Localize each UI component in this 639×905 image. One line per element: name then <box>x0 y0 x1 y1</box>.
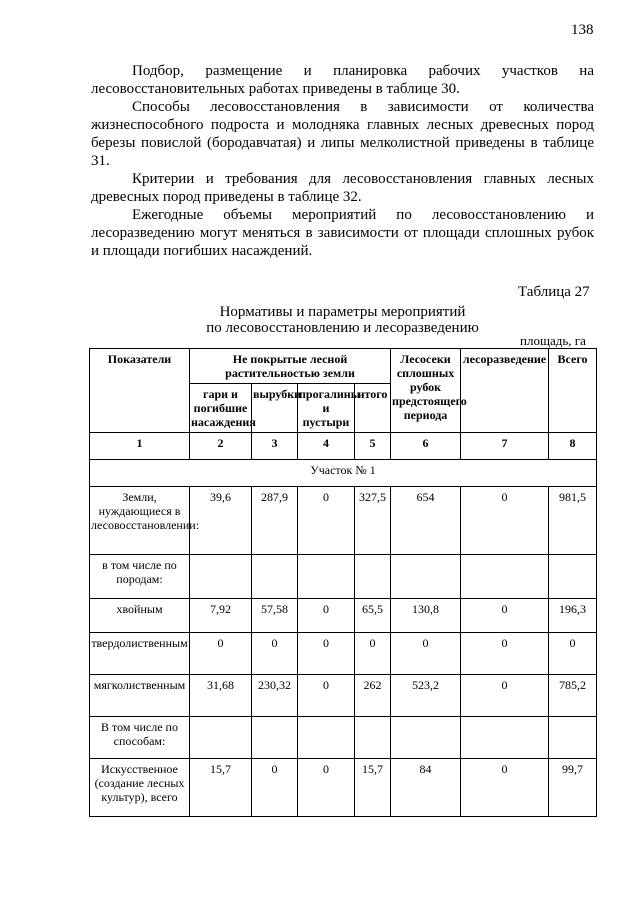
table-cell: 0 <box>549 633 597 675</box>
table-cell <box>549 717 597 759</box>
table-cell <box>391 555 461 599</box>
table-cell: 99,7 <box>549 759 597 817</box>
paragraph-3: Критерии и требования для лесовосстановления главных лесных древесных пород приведены в таблице 32. <box>91 171 594 205</box>
table-cell: 39,6 <box>190 487 252 555</box>
table-row <box>90 717 597 759</box>
section-label: Участок № 1 <box>90 460 597 487</box>
header-cuttings: вырубки <box>252 384 298 433</box>
table-row <box>90 759 597 817</box>
row-label: Искусственное (создание лесных культур), всего <box>90 759 190 817</box>
table-cell <box>355 717 391 759</box>
table-cell: 0 <box>298 759 355 817</box>
table-unit: площадь, га <box>520 333 586 348</box>
header-glades: прогалины и пустыри <box>298 384 355 433</box>
column-number: 7 <box>461 433 549 460</box>
column-number: 1 <box>90 433 190 460</box>
table-cell <box>391 717 461 759</box>
table-cell: 654 <box>391 487 461 555</box>
column-number: 5 <box>355 433 391 460</box>
header-burned: гари и погибшие насаждения <box>190 384 252 433</box>
table-cell: 0 <box>252 759 298 817</box>
table-cell <box>461 555 549 599</box>
table-cell <box>190 555 252 599</box>
section-row <box>90 460 597 487</box>
page-number: 138 <box>571 22 594 38</box>
row-label: твердолиственным <box>90 633 190 675</box>
header-total: Всего <box>549 349 597 433</box>
table-cell: 196,3 <box>549 599 597 633</box>
table-cell: 57,58 <box>252 599 298 633</box>
column-number: 4 <box>298 433 355 460</box>
table-cell: 7,92 <box>190 599 252 633</box>
table-cell: 0 <box>391 633 461 675</box>
table-title-line-1: Нормативы и параметры мероприятий <box>219 304 466 320</box>
table-cell: 130,8 <box>391 599 461 633</box>
column-number: 6 <box>391 433 461 460</box>
norms-table <box>89 348 597 817</box>
table-cell: 0 <box>298 675 355 717</box>
column-number-row <box>90 433 597 460</box>
table-cell: 287,9 <box>252 487 298 555</box>
table-cell: 0 <box>461 633 549 675</box>
row-label: Земли, нуждающиеся в лесовосстановлении: <box>90 487 190 555</box>
table-cell <box>298 717 355 759</box>
column-number: 8 <box>549 433 597 460</box>
table-cell: 0 <box>461 599 549 633</box>
table-cell: 0 <box>190 633 252 675</box>
table-cell: 15,7 <box>355 759 391 817</box>
table-cell <box>190 717 252 759</box>
table-cell <box>461 717 549 759</box>
table-cell <box>252 717 298 759</box>
column-number: 3 <box>252 433 298 460</box>
table-cell: 785,2 <box>549 675 597 717</box>
table-cell: 981,5 <box>549 487 597 555</box>
table-cell: 0 <box>298 633 355 675</box>
table-cell: 0 <box>461 487 549 555</box>
table-cell: 15,7 <box>190 759 252 817</box>
table-cell: 523,2 <box>391 675 461 717</box>
table-cell <box>549 555 597 599</box>
table-cell: 230,32 <box>252 675 298 717</box>
header-total-sub: итого <box>355 384 391 433</box>
row-label: В том числе по способам: <box>90 717 190 759</box>
table-row <box>90 487 597 555</box>
paragraph-1: Подбор, размещение и планировка рабочих участков на лесовосстановительных работах приведены в таблице 30. <box>91 63 594 97</box>
header-clearcut: Лесосеки сплошных рубок предстоящего периода <box>391 349 461 433</box>
table-row <box>90 633 597 675</box>
header-indicators: Показатели <box>90 349 190 433</box>
table-cell: 0 <box>461 675 549 717</box>
table-cell: 0 <box>461 759 549 817</box>
table-cell: 0 <box>298 599 355 633</box>
row-label: в том числе по породам: <box>90 555 190 599</box>
header-afforestation: лесоразведение <box>461 349 549 433</box>
table-cell: 327,5 <box>355 487 391 555</box>
column-number: 2 <box>190 433 252 460</box>
table-cell <box>252 555 298 599</box>
header-not-covered: Не покрытые лесной растительностью земли <box>190 349 391 384</box>
row-label: хвойным <box>90 599 190 633</box>
table-cell: 84 <box>391 759 461 817</box>
table-title-line-2: по лесовосстановлению и лесоразведению <box>206 320 479 336</box>
table-row <box>90 599 597 633</box>
table-row <box>90 555 597 599</box>
table-cell: 65,5 <box>355 599 391 633</box>
table-cell <box>355 555 391 599</box>
table-cell: 31,68 <box>190 675 252 717</box>
paragraph-2: Способы лесовосстановления в зависимости от количества жизнеспособного подроста и молодняка главных лесных древесных пород березы повислой (бородавчатая) и липы мелколистной приведены в таблице 31. <box>91 99 594 169</box>
table-cell: 0 <box>355 633 391 675</box>
table-caption: Таблица 27 <box>518 284 590 300</box>
table-cell: 262 <box>355 675 391 717</box>
table-cell <box>298 555 355 599</box>
row-label: мягколиственным <box>90 675 190 717</box>
table-cell: 0 <box>298 487 355 555</box>
paragraph-4: Ежегодные объемы мероприятий по лесовосстановлению и лесоразведению могут меняться в зависимости от площади сплошных рубок и площади погибших насаждений. <box>91 207 594 259</box>
table-cell: 0 <box>252 633 298 675</box>
table-row <box>90 675 597 717</box>
